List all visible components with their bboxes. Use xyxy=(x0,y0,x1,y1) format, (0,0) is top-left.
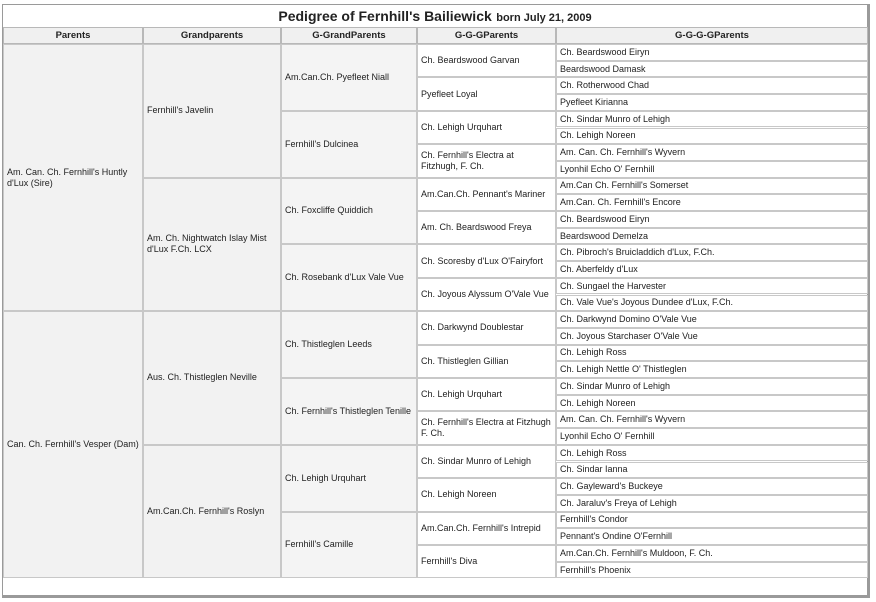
ggggparent-cell-text: Ch. Darkwynd Domino O'Vale Vue xyxy=(560,314,697,325)
ggggparent-cell xyxy=(556,462,868,479)
gggparent-cell-text: Ch. Fernhill's Electra at Fitzhugh, F. Ch. xyxy=(421,149,514,171)
gggparent-cell-text: Pyefleet Loyal xyxy=(421,88,478,99)
grandparent-cell-text: Aus. Ch. Thistleglen Neville xyxy=(147,372,257,383)
ggggparent-cell xyxy=(556,378,868,395)
ggrandparent-cell xyxy=(281,378,417,445)
ggggparent-cell xyxy=(556,345,868,362)
gggparent-cell-text: Ch. Darkwynd Doublestar xyxy=(421,322,524,333)
ggggparent-cell xyxy=(556,528,868,545)
ggggparent-cell xyxy=(556,244,868,261)
column-header: G-G-G-GParents xyxy=(556,27,868,44)
grandparent-cell xyxy=(143,311,281,445)
pedigree-frame xyxy=(2,4,870,598)
ggggparent-cell-text: Pyefleet Kirianna xyxy=(560,96,629,107)
ggggparent-cell xyxy=(556,261,868,278)
ggggparent-cell-text: Ch. Sindar Ianna xyxy=(560,464,628,475)
ggggparent-cell xyxy=(556,111,868,128)
ggggparent-cell xyxy=(556,395,868,412)
ggggparent-cell-text: Ch. Gayleward's Buckeye xyxy=(560,481,663,492)
gggparent-cell xyxy=(417,111,556,144)
pedigree-title: Pedigree of Fernhill's Bailiewick xyxy=(278,8,492,24)
ggggparent-cell-text: Ch. Joyous Starchaser O'Vale Vue xyxy=(560,330,698,341)
ggggparent-cell-text: Lyonhil Echo O' Fernhill xyxy=(560,163,655,174)
gggparent-cell xyxy=(417,378,556,411)
ggggparent-cell xyxy=(556,144,868,161)
gggparent-cell xyxy=(417,411,556,444)
sire-cell xyxy=(3,44,143,311)
ggrandparent-cell xyxy=(281,311,417,378)
sire-cell-text: Am. Can. Ch. Fernhill's Huntly d'Lux (Sire) xyxy=(7,166,128,188)
column-header: G-GrandParents xyxy=(281,27,417,44)
ggggparent-cell-text: Ch. Lehigh Noreen xyxy=(560,130,636,141)
ggrandparent-cell-text: Fernhill's Dulcinea xyxy=(285,138,359,149)
gggparent-cell-text: Ch. Lehigh Noreen xyxy=(421,489,497,500)
column-header: G-G-GParents xyxy=(417,27,556,44)
ggrandparent-cell-text: Ch. Fernhill's Thistleglen Tenille xyxy=(285,405,411,416)
ggrandparent-cell-text: Ch. Lehigh Urquhart xyxy=(285,472,367,483)
ggggparent-cell xyxy=(556,278,868,295)
gggparent-cell-text: Am. Ch. Beardswood Freya xyxy=(421,222,532,233)
ggggparent-cell xyxy=(556,211,868,228)
ggggparent-cell-text: Ch. Lehigh Ross xyxy=(560,347,627,358)
ggrandparent-cell xyxy=(281,512,417,579)
gggparent-cell-text: Ch. Lehigh Urquhart xyxy=(421,389,503,400)
ggggparent-cell xyxy=(556,94,868,111)
gggparent-cell xyxy=(417,311,556,344)
gggparent-cell-text: Ch. Thistleglen Gillian xyxy=(421,355,509,366)
column-header: Parents xyxy=(3,27,143,44)
ggggparent-cell-text: Ch. Rotherwood Chad xyxy=(560,80,650,91)
gggparent-cell xyxy=(417,244,556,277)
ggggparent-cell-text: Ch. Lehigh Noreen xyxy=(560,397,636,408)
grandparent-cell xyxy=(143,445,281,579)
ggggparent-cell xyxy=(556,328,868,345)
gggparent-cell-text: Ch. Fernhill's Electra at Fitzhugh F. Ch. xyxy=(421,417,551,439)
ggrandparent-cell xyxy=(281,44,417,111)
ggggparent-cell xyxy=(556,311,868,328)
gggparent-cell xyxy=(417,445,556,478)
ggggparent-cell-text: Am.Can Ch. Fernhill's Somerset xyxy=(560,180,689,191)
ggggparent-cell xyxy=(556,478,868,495)
gggparent-cell-text: Am.Can.Ch. Pennant's Mariner xyxy=(421,188,546,199)
ggggparent-cell-text: Ch. Pibroch's Bruicladdich d'Lux, F.Ch. xyxy=(560,247,715,258)
ggggparent-cell-text: Ch. Beardswood Eiryn xyxy=(560,46,650,57)
ggggparent-cell-text: Ch. Lehigh Ross xyxy=(560,447,627,458)
dam-cell xyxy=(3,311,143,578)
column-header: Grandparents xyxy=(143,27,281,44)
gggparent-cell-text: Fernhill's Diva xyxy=(421,556,478,567)
ggggparent-cell-text: Ch. Vale Vue's Joyous Dundee d'Lux, F.Ch. xyxy=(560,297,734,308)
gggparent-cell-text: Ch. Lehigh Urquhart xyxy=(421,121,503,132)
ggrandparent-cell xyxy=(281,111,417,178)
gggparent-cell xyxy=(417,345,556,378)
grandparent-cell-text: Fernhill's Javelin xyxy=(147,105,214,116)
ggggparent-cell xyxy=(556,545,868,562)
ggrandparent-cell-text: Ch. Rosebank d'Lux Vale Vue xyxy=(285,272,404,283)
grandparent-cell-text: Am.Can.Ch. Fernhill's Roslyn xyxy=(147,506,265,517)
gggparent-cell xyxy=(417,44,556,77)
gggparent-cell-text: Am.Can.Ch. Fernhill's Intrepid xyxy=(421,522,541,533)
gggparent-cell xyxy=(417,278,556,311)
ggggparent-cell xyxy=(556,445,868,462)
ggggparent-cell xyxy=(556,495,868,512)
ggrandparent-cell-text: Fernhill's Camille xyxy=(285,539,354,550)
ggggparent-cell xyxy=(556,178,868,195)
grandparent-cell xyxy=(143,178,281,312)
gggparent-cell xyxy=(417,211,556,244)
ggggparent-cell xyxy=(556,512,868,529)
gggparent-cell-text: Ch. Sindar Munro of Lehigh xyxy=(421,455,532,466)
ggrandparent-cell-text: Ch. Foxcliffe Quiddich xyxy=(285,205,373,216)
ggggparent-cell xyxy=(556,428,868,445)
gggparent-cell-text: Ch. Joyous Alyssum O'Vale Vue xyxy=(421,288,549,299)
ggggparent-cell-text: Ch. Sungael the Harvester xyxy=(560,280,667,291)
ggrandparent-cell xyxy=(281,178,417,245)
ggggparent-cell-text: Ch. Aberfeldy d'Lux xyxy=(560,263,638,274)
ggrandparent-cell xyxy=(281,445,417,512)
dam-cell-text: Can. Ch. Fernhill's Vesper (Dam) xyxy=(7,439,139,450)
gggparent-cell xyxy=(417,478,556,511)
gggparent-cell-text: Ch. Beardswood Garvan xyxy=(421,55,520,66)
ggggparent-cell-text: Am.Can. Ch. Fernhill's Encore xyxy=(560,197,681,208)
ggggparent-cell xyxy=(556,61,868,78)
grandparent-cell xyxy=(143,44,281,178)
ggggparent-cell xyxy=(556,44,868,61)
ggggparent-cell-text: Fernhill's Phoenix xyxy=(560,564,631,575)
ggggparent-cell xyxy=(556,295,868,312)
ggggparent-cell-text: Am.Can.Ch. Fernhill's Muldoon, F. Ch. xyxy=(560,547,713,558)
ggggparent-cell-text: Am. Can. Ch. Fernhill's Wyvern xyxy=(560,147,686,158)
gggparent-cell xyxy=(417,144,556,177)
ggggparent-cell-text: Am. Can. Ch. Fernhill's Wyvern xyxy=(560,414,686,425)
gggparent-cell xyxy=(417,545,556,578)
ggggparent-cell-text: Lyonhil Echo O' Fernhill xyxy=(560,430,655,441)
ggggparent-cell xyxy=(556,361,868,378)
ggggparent-cell-text: Beardswood Demelza xyxy=(560,230,649,241)
ggrandparent-cell xyxy=(281,244,417,311)
ggggparent-cell-text: Ch. Beardswood Eiryn xyxy=(560,213,650,224)
gggparent-cell xyxy=(417,77,556,110)
ggggparent-cell xyxy=(556,228,868,245)
ggggparent-cell xyxy=(556,161,868,178)
gggparent-cell xyxy=(417,178,556,211)
grandparent-cell-text: Am. Ch. Nightwatch Islay Mist d'Lux F.Ch. LCX xyxy=(147,233,267,255)
ggggparent-cell-text: Beardswood Damask xyxy=(560,63,646,74)
ggggparent-cell-text: Ch. Sindar Munro of Lehigh xyxy=(560,113,671,124)
ggrandparent-cell-text: Am.Can.Ch. Pyefleet Niall xyxy=(285,71,390,82)
ggggparent-cell xyxy=(556,77,868,94)
ggggparent-cell xyxy=(556,562,868,579)
ggggparent-cell-text: Pennant's Ondine O'Fernhill xyxy=(560,531,672,542)
ggggparent-cell-text: Ch. Sindar Munro of Lehigh xyxy=(560,380,671,391)
gggparent-cell-text: Ch. Scoresby d'Lux O'Fairyfort xyxy=(421,255,543,266)
ggggparent-cell-text: Ch. Jaraluv's Freya of Lehigh xyxy=(560,497,677,508)
ggggparent-cell xyxy=(556,411,868,428)
pedigree-title-bar xyxy=(3,5,867,27)
ggggparent-cell-text: Ch. Lehigh Nettle O' Thistleglen xyxy=(560,364,687,375)
ggrandparent-cell-text: Ch. Thistleglen Leeds xyxy=(285,339,372,350)
ggggparent-cell xyxy=(556,194,868,211)
ggggparent-cell-text: Fernhill's Condor xyxy=(560,514,628,525)
ggggparent-cell xyxy=(556,128,868,145)
gggparent-cell xyxy=(417,512,556,545)
birth-date: born July 21, 2009 xyxy=(496,12,592,24)
